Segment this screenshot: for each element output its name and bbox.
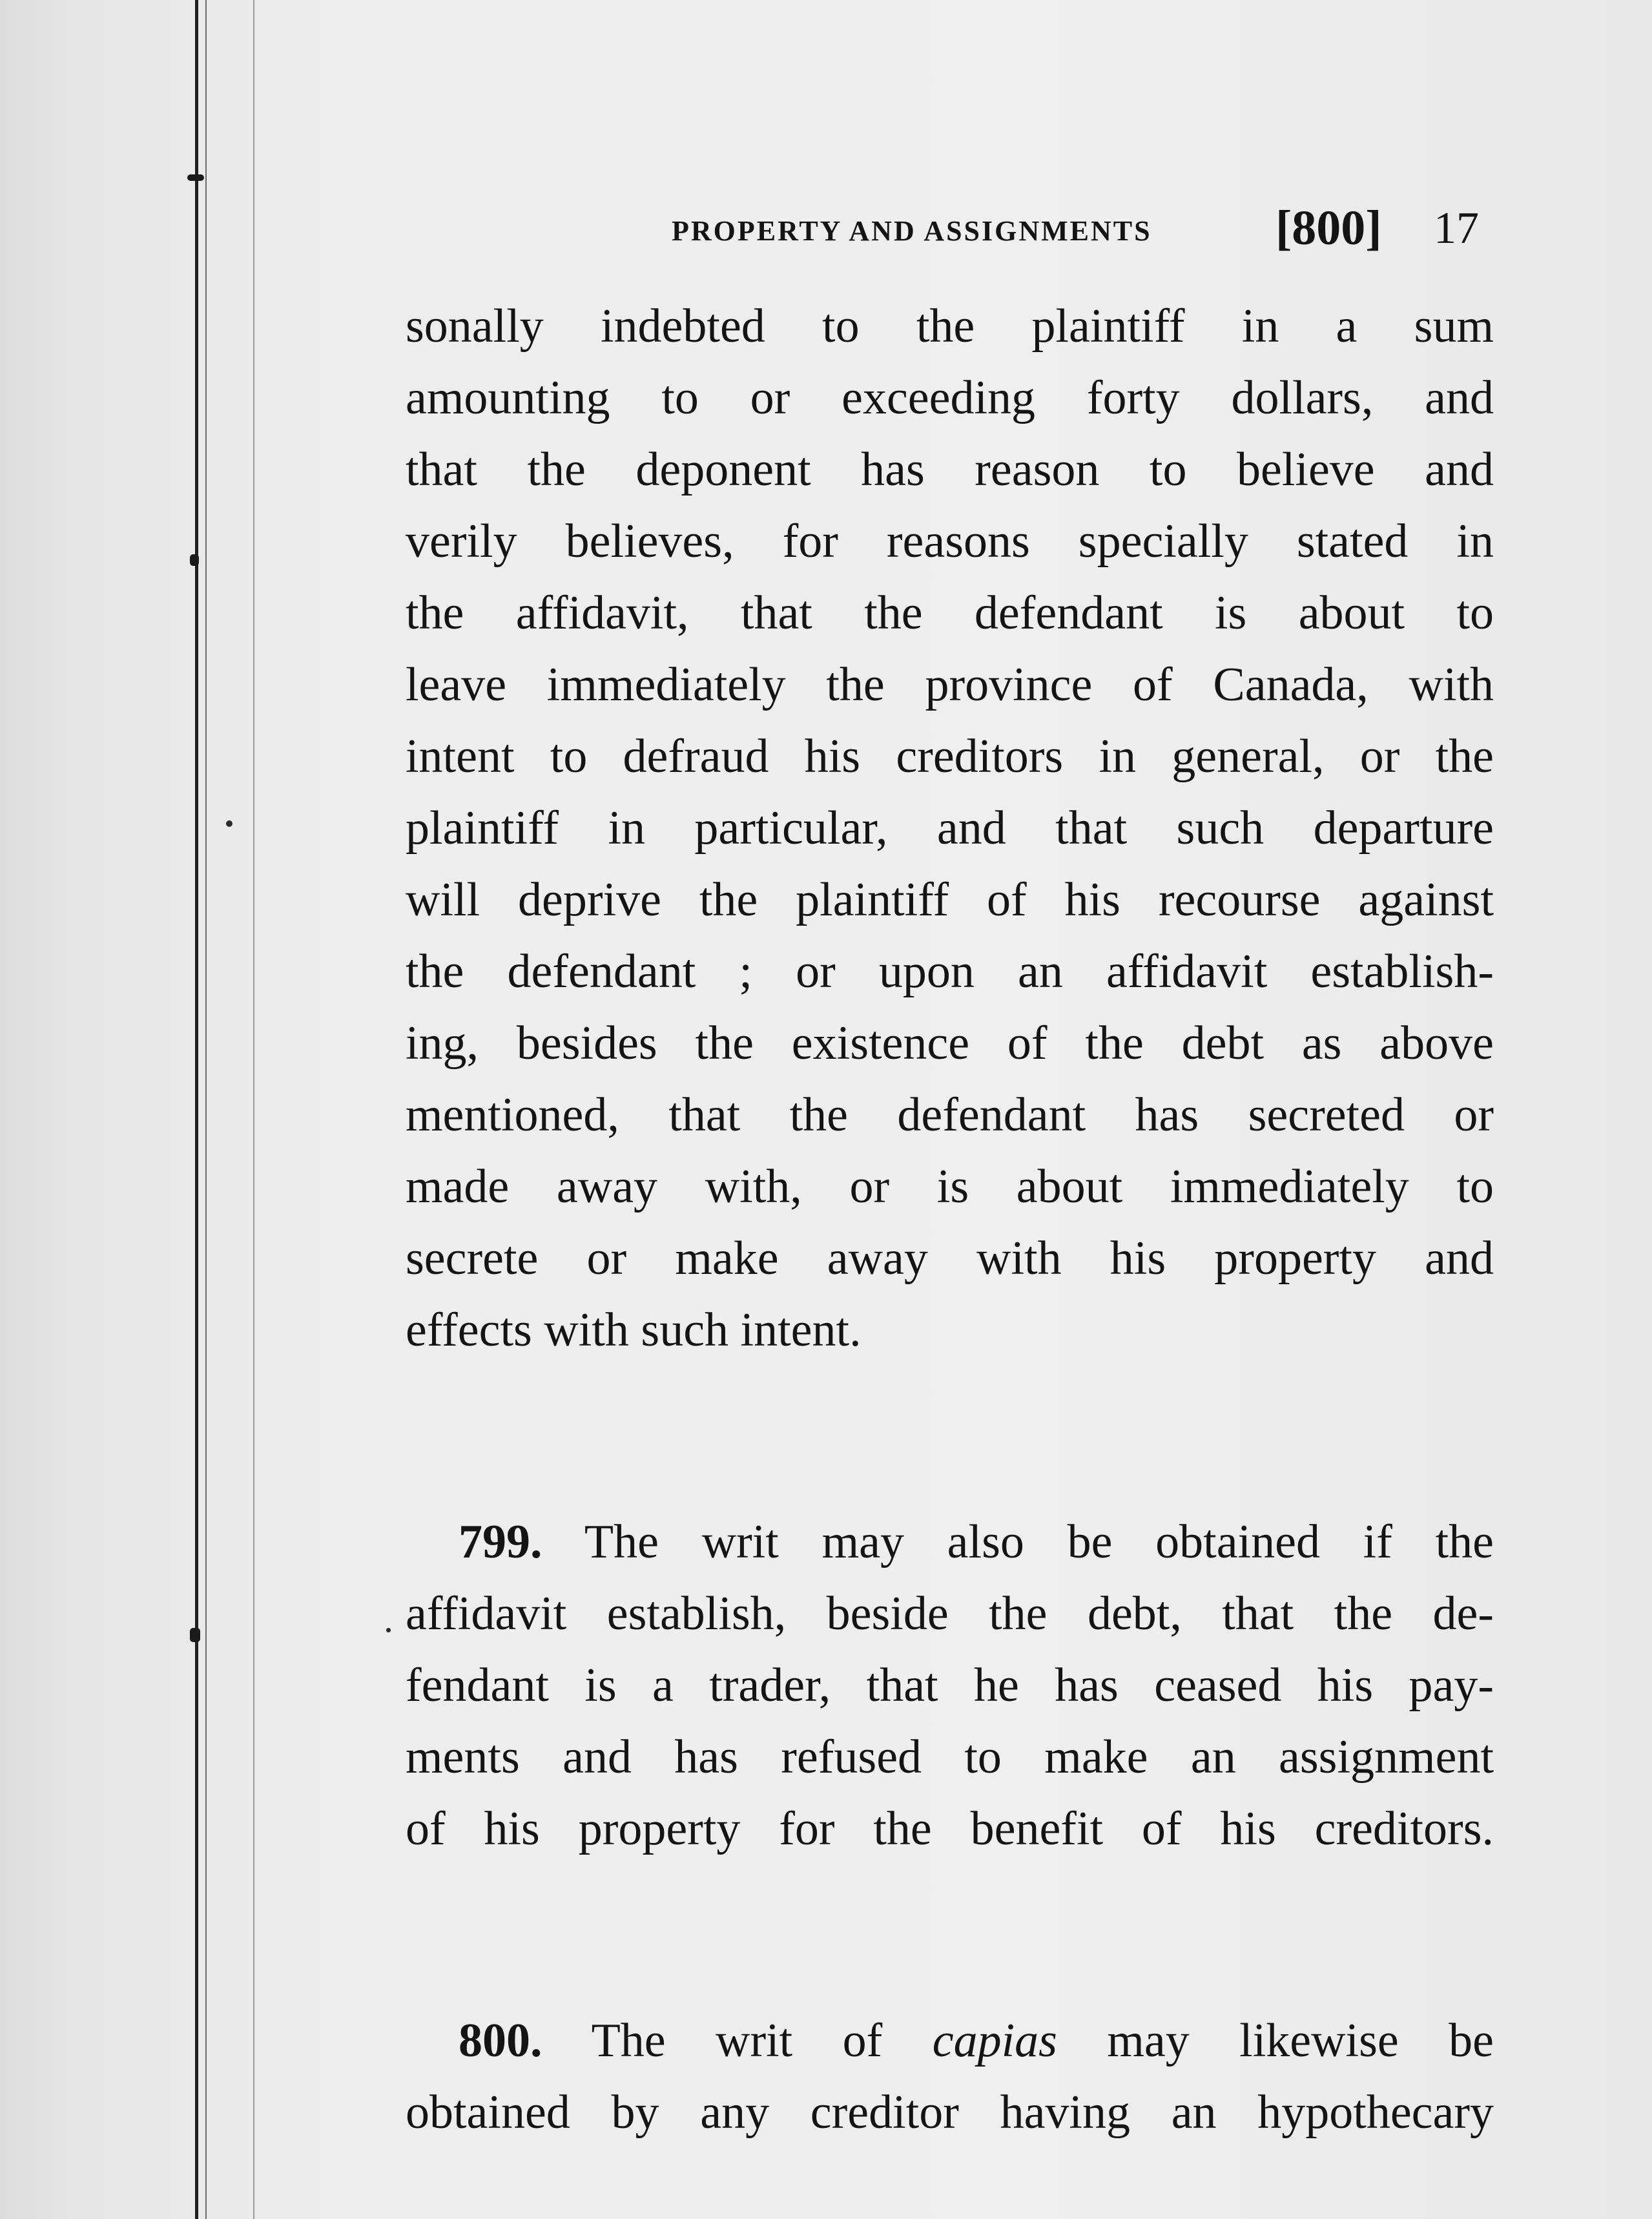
text-line: affidavit establish, beside the debt, that the de- xyxy=(406,1587,1494,1640)
text-fragment: may likewise be xyxy=(1107,2014,1494,2067)
binding-stitch-mark xyxy=(190,554,199,566)
article-number: 800. xyxy=(459,2014,542,2067)
text-line: made away with, or is about immediately to xyxy=(406,1160,1494,1213)
text-line: plaintiff in particular, and that such departure xyxy=(406,802,1494,855)
text-line: sonally indebted to the plaintiff in a sum xyxy=(406,300,1494,353)
italic-term: capias xyxy=(932,2014,1057,2067)
paper-speck xyxy=(386,1628,391,1632)
paragraph-continuation xyxy=(406,291,1494,1366)
text-line: fendant is a trader, that he has ceased his pay- xyxy=(406,1659,1494,1712)
article-799 xyxy=(406,1506,1494,1865)
binding-stitch-mark xyxy=(190,1628,200,1642)
text-line: of his property for the benefit of his creditors. xyxy=(406,1802,1494,1855)
text-line: amounting to or exceeding forty dollars, and xyxy=(406,371,1494,424)
section-reference: [800] xyxy=(1275,201,1382,255)
text-line: verily believes, for reasons specially stated in xyxy=(406,515,1494,568)
text-line: the defendant ; or upon an affidavit establish- xyxy=(406,945,1494,998)
article-number: 799. xyxy=(459,1516,542,1568)
text-fragment: The writ may also be obtained if the xyxy=(584,1516,1494,1568)
text-line: leave immediately the province of Canada, with xyxy=(406,658,1494,711)
paper-speck xyxy=(226,820,232,827)
text-line: mentioned, that the defendant has secreted or xyxy=(406,1089,1494,1141)
page-number: 17 xyxy=(1434,203,1479,253)
binding-spine-line xyxy=(195,0,198,2219)
binding-page-edge xyxy=(253,0,254,2219)
text-line: the affidavit, that the defendant is about to xyxy=(406,587,1494,640)
article-800 xyxy=(406,2005,1494,2149)
binding-edge-line xyxy=(205,0,207,2219)
text-line: ments and has refused to make an assignment xyxy=(406,1731,1494,1784)
text-line: obtained by any creditor having an hypothecary xyxy=(406,2086,1494,2139)
text-line: effects with such intent. xyxy=(406,1304,862,1357)
running-header xyxy=(672,200,1479,258)
text-line: will deprive the plaintiff of his recourse against xyxy=(406,873,1494,926)
text-line: secrete or make away with his property and xyxy=(406,1232,1494,1285)
body-text xyxy=(406,291,1494,2149)
article-first-line xyxy=(406,1506,1494,1578)
text-fragment: The writ of xyxy=(591,2014,883,2067)
text-line: that the deponent has reason to believe and xyxy=(406,443,1494,496)
text-line: intent to defraud his creditors in general, or the xyxy=(406,730,1494,783)
binding-stitch-mark xyxy=(187,174,204,181)
text-line: ing, besides the existence of the debt as above xyxy=(406,1017,1494,1070)
running-head-title: PROPERTY AND ASSIGNMENTS xyxy=(672,215,1152,247)
article-first-line xyxy=(406,2005,1494,2077)
